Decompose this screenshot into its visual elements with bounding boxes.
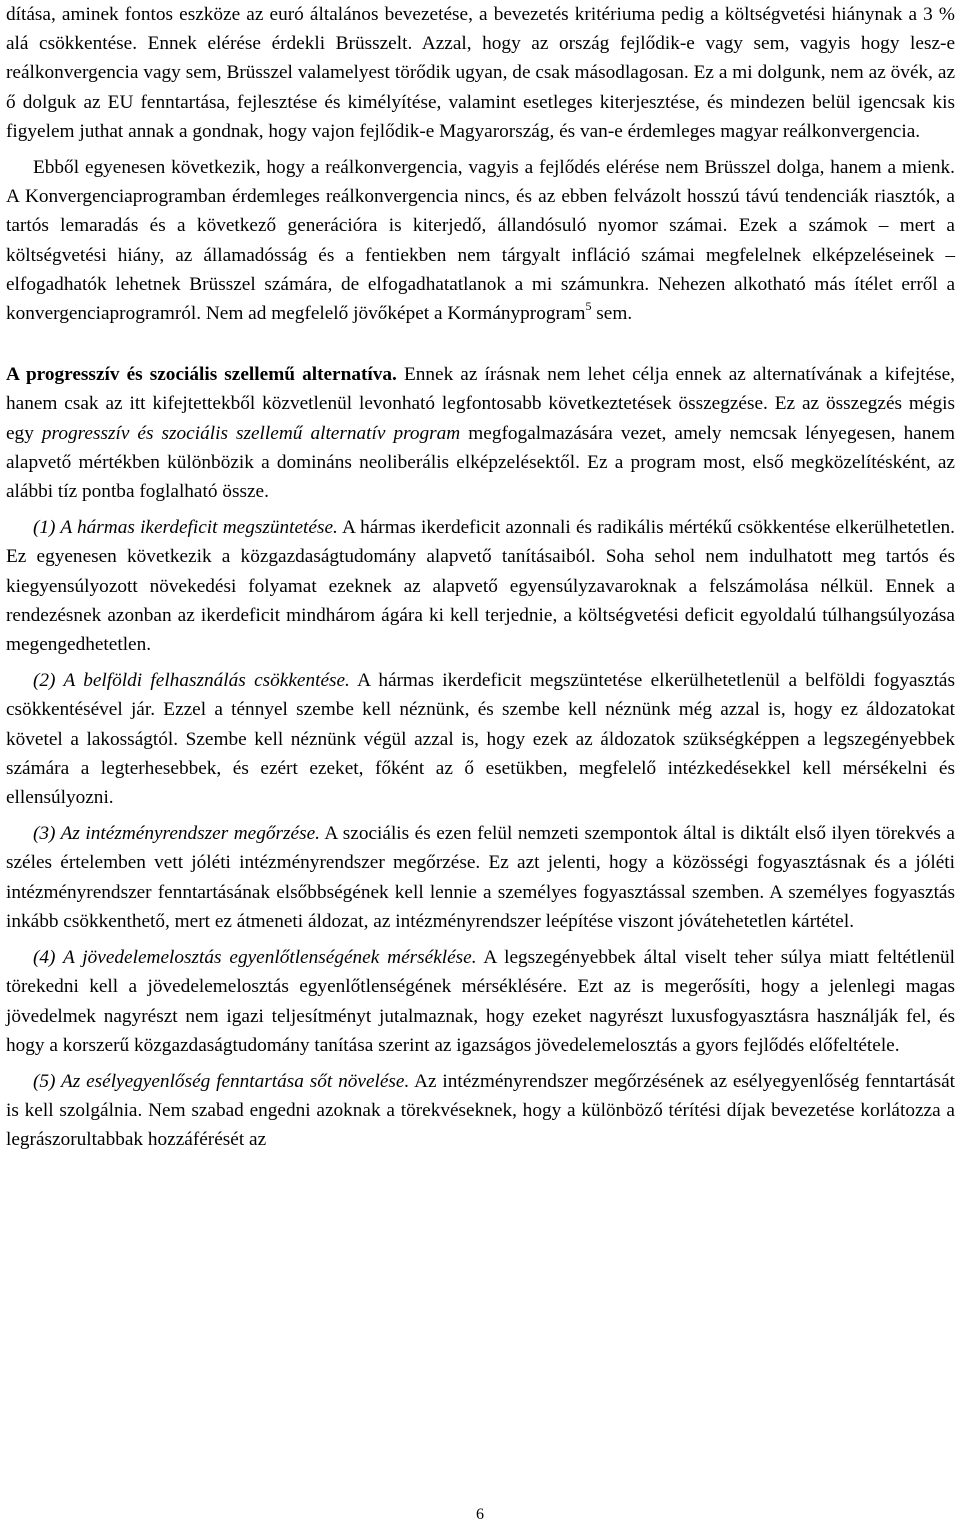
point-2-text: A hármas ikerdeficit megszüntetése elkerülhetetlenül a belföldi fogyasztás csökkentésével jár. Ezzel a ténnyel szembe kell néznünk, és szembe kell néznünk még azzal is, hogy ez áldozatokat követel a lakosságtól. Szembe kell néznünk végül azzal is, hogy ezek az áldozatok szükségképpen a legszegényebbek számára a legterhesebbek, és ezért ezeket, főként az ő esetükben, megfelelő intézkedésekkel kell mérsékelni és ellensúlyozni. xyxy=(6,670,955,809)
point-3-title: (3) Az intézményrendszer megőrzése. xyxy=(33,823,320,845)
paragraph-real-convergence xyxy=(6,153,955,328)
point-5-text: Az intézményrendszer megőrzésének az esélyegyenlőség fenntartását is kell szolgálnia. Nem szabad engedni azoknak a törekvéseknek, hogy a különböző térítési díjak bevezetése korlátozza a legrászorultabbak hozzáférését az xyxy=(6,1070,955,1151)
footnote-marker[interactable]: 5 xyxy=(585,299,592,314)
point-3 xyxy=(6,819,955,936)
point-4 xyxy=(6,943,955,1060)
section-heading: A progresszív és szociális szellemű alternatíva. xyxy=(6,364,397,386)
point-3-text: A szociális és ezen felül nemzeti szempontok által is diktált első ilyen törekvés a széles értelemben vett jóléti intézményrendszer megőrzése. Ez azt jelenti, hogy a közösségi fogyasztásnak és a jóléti intézményrendszer fenntartásának elsőbbségének kell lennie a személyes fogyasztással szemben. A személyes fogyasztás inkább csökkenthető, mert ez átmeneti áldozat, az intézményrendszer leépítése viszont jóvátehetetlen kártétel. xyxy=(6,823,955,932)
paragraph-real-convergence-text: Ebből egyenesen következik, hogy a reálkonvergencia, vagyis a fejlődés elérése nem Brüsszel dolga, hanem a mienk. A Konvergenciaprogramban érdemleges reálkonvergencia nincs, és az ebben felvázolt hosszú távú tendenciák riasztók, a tartós lemaradás és a következő generációra is kiterjedő, állandósuló nyomor számai. Ezek a számok – mert a költségvetési hiány, az államadósság és a fentiekben nem tárgyalt infláció számai megfelelnek elképzeléseinek – elfogadhatók lehetnek Brüsszel számára, de elfogadhatatlanok a mi számunkra. Nehezen alkotható más ítélet erről a konvergenciaprogramról. Nem ad megfelelő jövőképet a Kormányprogram xyxy=(6,157,955,325)
point-4-text: A legszegényebbek által viselt teher súlya miatt feltétlenül törekedni kell a jövedelemelosztás egyenlőtlenségének mérséklésére. Ezt az is megerősíti, hogy a jelenlegi magas jövedelmek nagyrészt nem igazi teljesítményt jutalmaznak, hogy ezeket nagyrészt luxusfogyasztásra használják fel, és hogy a korszerű közgazdaságtudomány tanítása szerint az igazságos jövedelemelosztás a gyors fejlődés előfeltétele. xyxy=(6,947,956,1056)
point-1-title: (1) A hármas ikerdeficit megszüntetése. xyxy=(33,517,338,539)
page-number: 6 xyxy=(476,1506,484,1523)
point-2-title: (2) A belföldi felhasználás csökkentése. xyxy=(33,670,350,692)
alternative-emphasis: progresszív és szociális szellemű alternatív program xyxy=(41,422,461,444)
point-5 xyxy=(6,1067,955,1155)
paragraph-alternative xyxy=(6,360,955,506)
paragraph-real-convergence-end: sem. xyxy=(591,303,633,325)
point-1 xyxy=(6,513,955,659)
point-5-title: (5) Az esélyegyenlőség fenntartása sőt növelése. xyxy=(33,1070,410,1092)
point-2 xyxy=(6,666,955,812)
alternative-text-b: megfogalmazására vezet, amely nemcsak lényegesen, hanem alapvető mértékben különbözik a domináns neoliberális elképzelésektől. Ez a program most, első megközelítésként, az alábbi tíz pontba foglalható össze. xyxy=(6,422,955,503)
point-1-text: A hármas ikerdeficit azonnali és radikális mértékű csökkentése elkerülhetetlen. Ez egyenesen következik a közgazdaságtudomány alapvető tanításaiból. Soha sehol nem indulhatott meg tartós és kiegyensúlyozott növekedési folyamat ezeknek az alapvető egyensúlyzavaroknak a felszámolása nélkül. Ennek a rendezésnek azonban az ikerdeficit mindhárom ágára ki kell terjednie, a költségvetési deficit egyoldalú túlhangsúlyozása megengedhetetlen. xyxy=(6,517,955,656)
paragraph-brussels-interest: dítása, aminek fontos eszköze az euró általános bevezetése, a bevezetés kritériuma pedig a költségvetési hiánynak a 3 % alá csökkentése. Ennek elérése érdekli Brüsszelt. Azzal, hogy az ország fejlődik-e vagy sem, vagyis hogy lesz-e reálkonvergencia vagy sem, Brüsszel valamelyest törődik ugyan, de csak másodlagosan. Ez a mi dolgunk, nem az övék, az ő dolguk az EU fenntartása, fejlesztése és kimélyítése, valamint esetleges kiterjesztése, és mindezen belül igencsak kis figyelem juthat annak a gondnak, hogy vajon fejlődik-e Magyarország, és van-e érdemleges magyar reálkonvergencia. xyxy=(6,4,955,142)
alternative-text-a: Ennek az írásnak nem lehet célja ennek az alternatívának a kifejtése, hanem csak az itt kifejtettekből közvetlenül levonható legfontosabb következtetések összegzése. Ez az összegzés mégis egy xyxy=(6,364,956,444)
point-4-title: (4) A jövedelemelosztás egyenlőtlenségének mérséklése. xyxy=(33,947,477,969)
